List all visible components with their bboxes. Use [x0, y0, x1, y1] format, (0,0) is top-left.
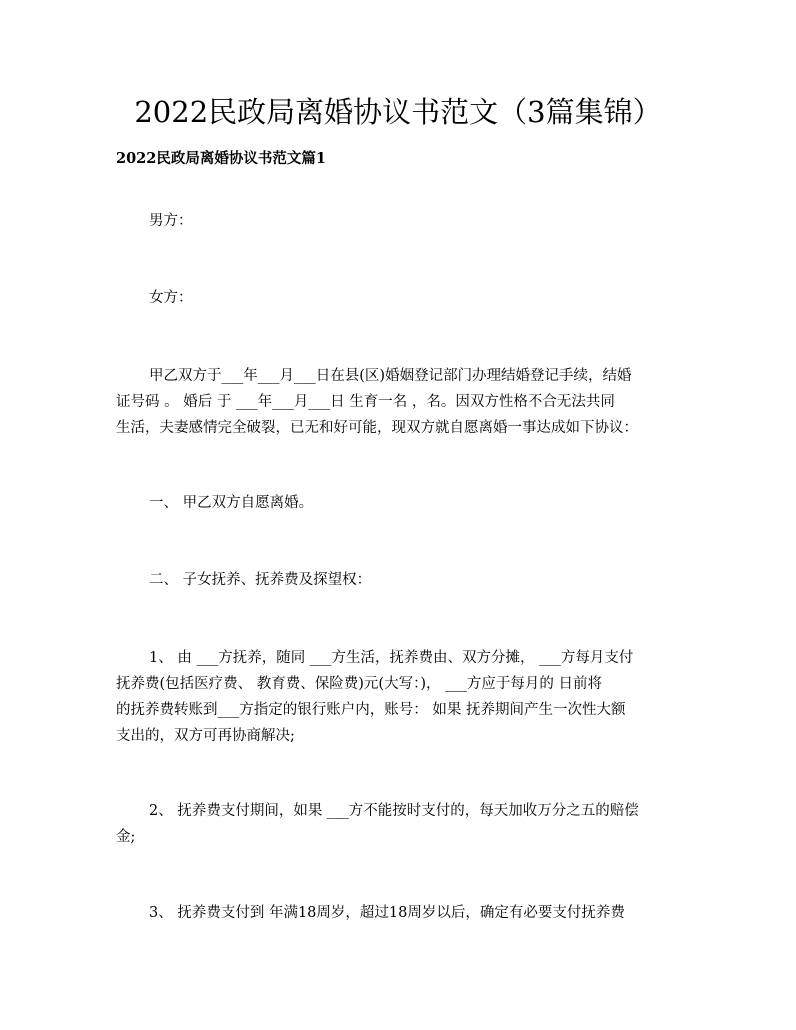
intro-line: 证号码 。 婚后 于 ___年___月___日 生育一名 ，名。因双方性格不合无法共同 [116, 394, 615, 410]
intro-line: 甲乙双方于___年___月___日在县(区)婚姻登记部门办理结婚登记手续，结婚 [149, 368, 632, 384]
female-party-label: 女方： [149, 290, 193, 306]
item-two-line: 2、 抚养费支付期间，如果 ___方不能按时支付的，每天加收万分之五的赔偿 [149, 803, 639, 819]
item-one-line: 支出的，双方可再协商解决; [116, 728, 295, 744]
item-three-line: 3、 抚养费支付到 年满18周岁，超过18周岁以后，确定有必要支付抚养费 [149, 905, 625, 921]
clause-one-paragraph [116, 490, 688, 516]
male-party-label: 男方： [149, 213, 193, 229]
item-two-line: 金; [116, 829, 136, 845]
item-one-line: 的抚养费转账到___方指定的银行账户内，账号： 如果 抚养期间产生一次性大额 [116, 702, 626, 718]
male-party-line [116, 208, 688, 234]
item-one-line: 抚养费(包括医疗费、 教育费、保险费)元(大写：)， ___方应于每月的 日前将 [116, 676, 602, 692]
intro-paragraph [116, 363, 688, 441]
intro-line: 生活，夫妻感情完全破裂，已无和好可能，现双方就自愿离婚一事达成如下协议： [116, 420, 638, 436]
item-one-paragraph [116, 645, 688, 749]
item-one-line: 1、 由 ___方抚养，随同 ___方生活，抚养费由、双方分摊， ___方每月支付 [149, 650, 634, 666]
document-title: 2022民政局离婚协议书范文（3篇集锦） [134, 95, 662, 129]
clause-two: 二、 子女抚养、抚养费及探望权： [149, 572, 372, 588]
section-heading: 2022民政局离婚协议书范文篇1 [116, 150, 326, 167]
female-party-line [116, 285, 688, 311]
clause-one: 一、 甲乙双方自愿离婚。 [149, 495, 314, 511]
item-three-paragraph [116, 900, 688, 926]
item-two-paragraph [116, 798, 688, 850]
clause-two-paragraph [116, 567, 688, 593]
